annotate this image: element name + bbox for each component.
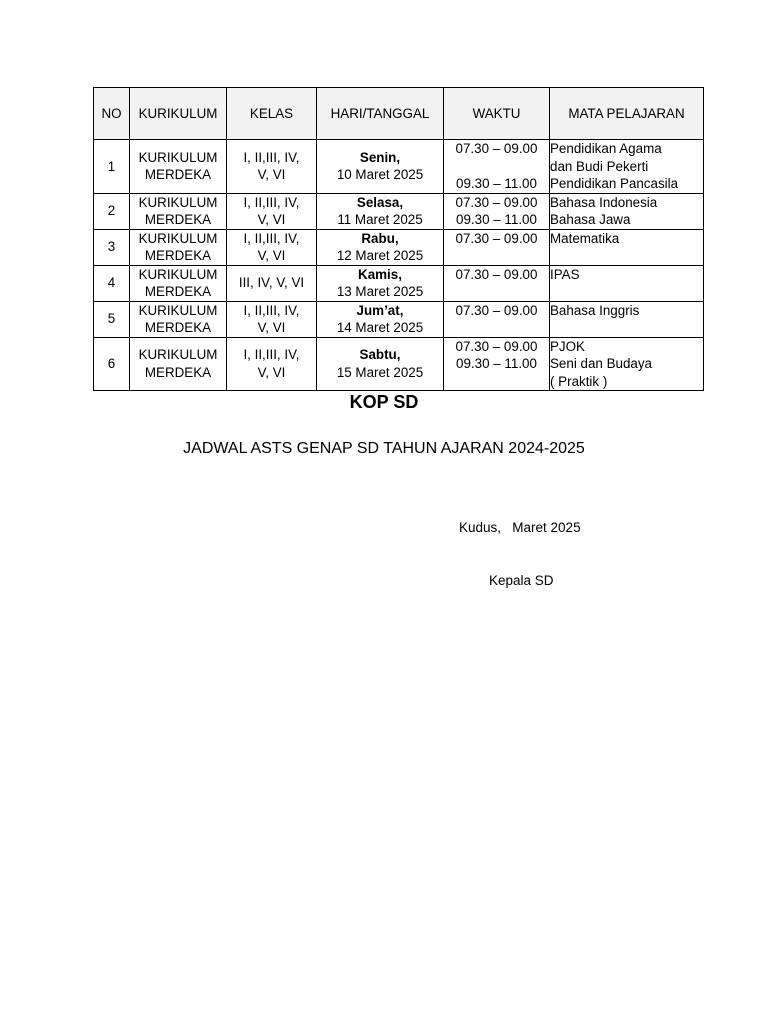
day-name: Kamis, — [358, 266, 402, 282]
day-name: Selasa, — [356, 194, 404, 210]
subject-line: Bahasa Inggris — [550, 302, 640, 318]
cell-waktu — [444, 229, 550, 265]
cell-hari-tanggal — [317, 140, 444, 194]
date-text: 15 Maret 2025 — [336, 364, 424, 380]
cell-no: 3 — [94, 229, 130, 265]
subject-line: Bahasa Indonesia — [550, 194, 658, 210]
kurikulum-line: KURIKULUM — [138, 194, 218, 210]
kelas-line: V, VI — [257, 212, 286, 227]
cell-kelas — [227, 229, 317, 265]
date-text: 13 Maret 2025 — [336, 284, 424, 299]
cell-mata-pelajaran — [550, 301, 704, 337]
cell-mata-pelajaran — [550, 337, 704, 391]
kop-sd-heading: KOP SD — [349, 392, 419, 412]
cell-mata-pelajaran — [550, 140, 704, 194]
kurikulum-line: KURIKULUM — [138, 266, 218, 282]
date-text: 12 Maret 2025 — [336, 248, 424, 263]
table-row — [94, 140, 704, 194]
subject-line: dan Budi Pekerti — [550, 158, 649, 174]
kurikulum-line: MERDEKA — [144, 248, 212, 263]
time-slot: 09.30 – 11.00 — [456, 212, 537, 227]
cell-waktu — [444, 193, 550, 229]
kelas-line: I, II,III, IV, — [243, 149, 300, 165]
cell-kurikulum — [130, 337, 227, 391]
date-text: 14 Maret 2025 — [336, 320, 424, 335]
kurikulum-line: MERDEKA — [144, 212, 212, 227]
time-slot — [444, 158, 549, 176]
cell-no: 1 — [94, 140, 130, 194]
cell-hari-tanggal — [317, 193, 444, 229]
cell-mata-pelajaran — [550, 265, 704, 301]
kurikulum-line: MERDEKA — [144, 320, 212, 335]
cell-kurikulum — [130, 140, 227, 194]
cell-hari-tanggal — [317, 229, 444, 265]
subject-line: Matematika — [550, 230, 620, 246]
subject-line: Pendidikan Pancasila — [550, 176, 679, 191]
cell-waktu — [444, 265, 550, 301]
cell-no: 5 — [94, 301, 130, 337]
header-waktu: WAKTU — [444, 88, 550, 140]
time-slot: 09.30 – 11.00 — [456, 356, 537, 371]
time-slot: 07.30 – 09.00 — [455, 141, 538, 156]
subject-line: Pendidikan Agama — [550, 141, 662, 156]
kelas-line: V, VI — [257, 248, 286, 263]
cell-mata-pelajaran — [550, 193, 704, 229]
cell-no: 6 — [94, 337, 130, 391]
time-slot: 07.30 – 09.00 — [455, 194, 538, 210]
time-slot: 07.30 – 09.00 — [455, 266, 538, 282]
cell-hari-tanggal — [317, 265, 444, 301]
kelas-line: I, II,III, IV, — [243, 194, 300, 210]
header-kurikulum: KURIKULUM — [130, 88, 227, 140]
subject-line: PJOK — [550, 338, 585, 354]
cell-hari-tanggal — [317, 301, 444, 337]
header-kelas: KELAS — [227, 88, 317, 140]
document-title: JADWAL ASTS GENAP SD TAHUN AJARAN 2024-2025 — [183, 440, 585, 457]
kurikulum-line: KURIKULUM — [138, 302, 218, 318]
subject-line: Seni dan Budaya — [550, 356, 652, 371]
cell-kurikulum — [130, 193, 227, 229]
time-slot: 09.30 – 11.00 — [456, 176, 537, 191]
day-name: Senin, — [359, 149, 401, 165]
cell-no: 4 — [94, 265, 130, 301]
kelas-line: I, II,III, IV, — [243, 347, 300, 363]
header-mata-pelajaran: MATA PELAJARAN — [550, 88, 704, 140]
cell-waktu — [444, 337, 550, 391]
kurikulum-line: KURIKULUM — [138, 347, 218, 363]
time-slot: 07.30 – 09.00 — [455, 230, 538, 246]
kelas-line: I, II,III, IV, — [243, 302, 300, 318]
kelas-line: I, II,III, IV, — [243, 230, 300, 246]
cell-hari-tanggal — [317, 337, 444, 391]
cell-kurikulum — [130, 265, 227, 301]
kurikulum-line: MERDEKA — [144, 167, 212, 183]
cell-kurikulum — [130, 229, 227, 265]
header-hari-tanggal: HARI/TANGGAL — [317, 88, 444, 140]
table-row — [94, 193, 704, 229]
day-name: Rabu, — [361, 230, 399, 246]
cell-kelas — [227, 140, 317, 194]
cell-kelas — [227, 265, 317, 301]
date-text: 11 Maret 2025 — [337, 212, 423, 227]
header-row — [94, 88, 704, 140]
kelas-line: V, VI — [257, 167, 286, 183]
kelas-line: III, IV, V, VI — [238, 275, 305, 291]
time-slot: 07.30 – 09.00 — [455, 302, 538, 318]
cell-waktu — [444, 140, 550, 194]
cell-kurikulum — [130, 301, 227, 337]
cell-mata-pelajaran — [550, 229, 704, 265]
table-row — [94, 265, 704, 301]
kurikulum-line: MERDEKA — [144, 284, 212, 299]
table-row — [94, 337, 704, 391]
day-name: Jum’at, — [356, 302, 404, 318]
place-date: Kudus, Maret 2025 — [459, 520, 581, 535]
day-name: Sabtu, — [359, 347, 401, 363]
cell-no: 2 — [94, 193, 130, 229]
subject-line: ( Praktik ) — [550, 373, 608, 389]
date-text: 10 Maret 2025 — [336, 167, 424, 183]
kurikulum-line: KURIKULUM — [138, 230, 218, 246]
subject-line: Bahasa Jawa — [550, 212, 631, 227]
table-row — [94, 229, 704, 265]
schedule-table — [93, 87, 704, 391]
kurikulum-line: KURIKULUM — [138, 149, 218, 165]
cell-kelas — [227, 337, 317, 391]
time-slot: 07.30 – 09.00 — [455, 338, 538, 354]
signature-role: Kepala SD — [489, 573, 554, 588]
kelas-line: V, VI — [257, 320, 286, 335]
cell-kelas — [227, 193, 317, 229]
table-row — [94, 301, 704, 337]
kelas-line: V, VI — [257, 364, 286, 380]
cell-waktu — [444, 301, 550, 337]
header-no: NO — [94, 88, 130, 140]
subject-line: IPAS — [550, 266, 580, 282]
kurikulum-line: MERDEKA — [144, 364, 212, 380]
cell-kelas — [227, 301, 317, 337]
